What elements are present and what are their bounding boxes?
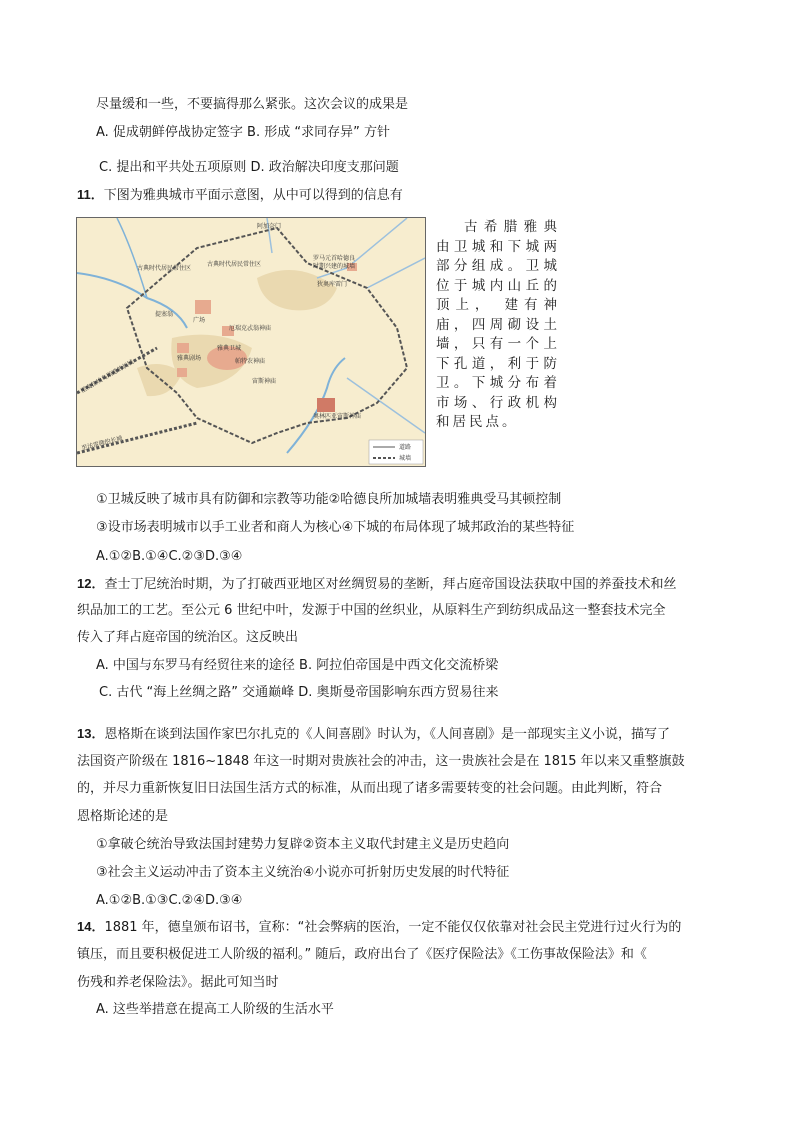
map-building — [177, 368, 187, 377]
map-label: 宙斯神庙 — [252, 378, 277, 385]
map-label: 至皮拉埃乌斯港的长城 — [79, 358, 135, 395]
q14-number: 14． — [77, 919, 105, 934]
map-label: 狄奥库雷门 — [317, 281, 348, 288]
q12-line3: 传入了拜占庭帝国的统治区。这反映出 — [77, 630, 299, 645]
q12-options-cd: C. 古代 “海上丝绸之路” 交通巅峰 D. 奥斯曼帝国影响东西方贸易往来 — [99, 685, 499, 700]
map-building — [195, 300, 211, 314]
q11-stem — [77, 186, 403, 205]
q12-line2: 织品加工的工艺。至公元 6 世纪中叶，发源于中国的丝织业，从原料生产到纺织成品这一整套技术完全 — [77, 603, 666, 618]
q14-line1 — [77, 918, 681, 937]
q14-line2: 镇压，而且要积极促进工人阶级的福利。” 随后，政府出台了《医疗保险法》《工伤事故保险法》和《 — [77, 947, 647, 962]
q11-stem-text: 下图为雅典城市平面示意图，从中可以得到的信息有 — [103, 188, 403, 203]
map-label: 帕特农神庙 — [235, 358, 266, 365]
q10-options-cd: C. 提出和平共处五项原则 D. 政治解决印度支那问题 — [99, 160, 399, 175]
q13-number: 13． — [77, 726, 105, 741]
map-legend-label: 城墙 — [399, 455, 412, 462]
q12-line1-text: 查士丁尼统治时期，为了打破西亚地区对丝绸贸易的垄断，拜占庭帝国设法获取中国的养蚕技术和丝 — [104, 577, 677, 592]
map-label: 奥林匹亚宙斯神庙 — [313, 413, 362, 420]
q13-line3: 的，并尽力重新恢复旧日法国生活方式的标准，从而出现了诸多需要转变的社会问题。由此判断，符合 — [77, 781, 663, 796]
q14-line1-text: 1881 年，德皇颁布诏书，宣称：“社会弊病的医治，一定不能仅仅依靠对社会民主党进行过火行为的 — [104, 920, 682, 935]
q14-option-a: A. 这些举措意在提高工人阶级的生活水平 — [96, 1002, 334, 1017]
q10-options-ab: A. 促成朝鲜停战协定签字 B. 形成 “求同存异” 方针 — [96, 125, 390, 140]
q11-items-line2: ③设市场表明城市以手工业者和商人为核心④下城的布局体现了城邦政治的某些特征 — [96, 520, 575, 535]
map-label: 广场 — [193, 317, 206, 324]
q12-options-ab: A. 中国与东罗马有经贸往来的途径 B. 阿拉伯帝国是中西文化交流桥梁 — [96, 658, 499, 673]
map-river — [287, 358, 345, 453]
map-label: 提塞翁 — [155, 311, 174, 318]
athens-map — [76, 217, 426, 467]
map-label: 阿加奈门 — [257, 223, 282, 230]
q11-options: A.①②B.①④C.②③D.③④ — [96, 549, 243, 564]
q12-line1 — [77, 575, 676, 594]
map-label: 时期兴建的城墙 — [313, 263, 356, 270]
q11-number: 11． — [77, 187, 104, 202]
map-building — [317, 398, 335, 412]
q13-line4: 恩格斯论述的是 — [77, 809, 169, 824]
map-label: 雅典剧场 — [177, 355, 202, 362]
map-road — [367, 258, 425, 288]
map-label: 至法雷隆的长城 — [80, 434, 124, 452]
map-legend — [369, 440, 423, 464]
map-building — [177, 343, 189, 353]
q13-line2: 法国资产阶级在 1816~1848 年这一时期对贵族社会的冲击，这一贵族社会是在 1815 年以来又重整旗鼓 — [77, 754, 685, 769]
q13-line1 — [77, 725, 670, 744]
q14-line3: 伤残和养老保险法》。据此可知当时 — [77, 975, 279, 990]
map-city-wall — [127, 228, 407, 443]
q10-stem-tail: 尽量缓和一些，不要搞得那么紧张。这次会议的成果是 — [96, 97, 409, 112]
map-label: 罗马元首哈德良 — [313, 255, 356, 262]
map-label: 雅典卫城 — [217, 345, 242, 352]
map-road — [347, 378, 425, 433]
q13-items-line1: ①拿破仑统治导致法国封建势力复辟②资本主义取代封建主义是历史趋向 — [96, 837, 510, 852]
q12-number: 12． — [77, 576, 105, 591]
map-label: 古典时代居民常住区 — [207, 261, 262, 268]
map-label: 厄瑞克忒翁神庙 — [229, 325, 272, 332]
map-river — [77, 273, 187, 328]
q11-side-text: 古希腊雅典由卫城和下城两部分组成。卫城位于城内山丘的顶上， 建有神庙，四周砌设土墙，只有一个上下孔道，利于防卫。下城分布着市场、行政机构和居民点。 — [436, 219, 560, 430]
map-river — [117, 218, 147, 298]
map-label: 古典时代居民常住区 — [137, 265, 192, 272]
athens-map-drawing — [77, 218, 425, 466]
q13-options: A.①②B.①③C.②④D.③④ — [96, 893, 243, 908]
q11-items-line1: ①卫城反映了城市具有防御和宗教等功能②哈德良所加城墙表明雅典受马其顿控制 — [96, 492, 562, 507]
map-legend-label: 道路 — [399, 444, 412, 451]
q13-items-line2: ③社会主义运动冲击了资本主义统治④小说亦可折射历史发展的时代特征 — [96, 865, 510, 880]
q13-line1-text: 恩格斯在谈到法国作家巴尔扎克的《人间喜剧》时认为，《人间喜剧》是一部现实主义小说，描写了 — [104, 727, 670, 742]
